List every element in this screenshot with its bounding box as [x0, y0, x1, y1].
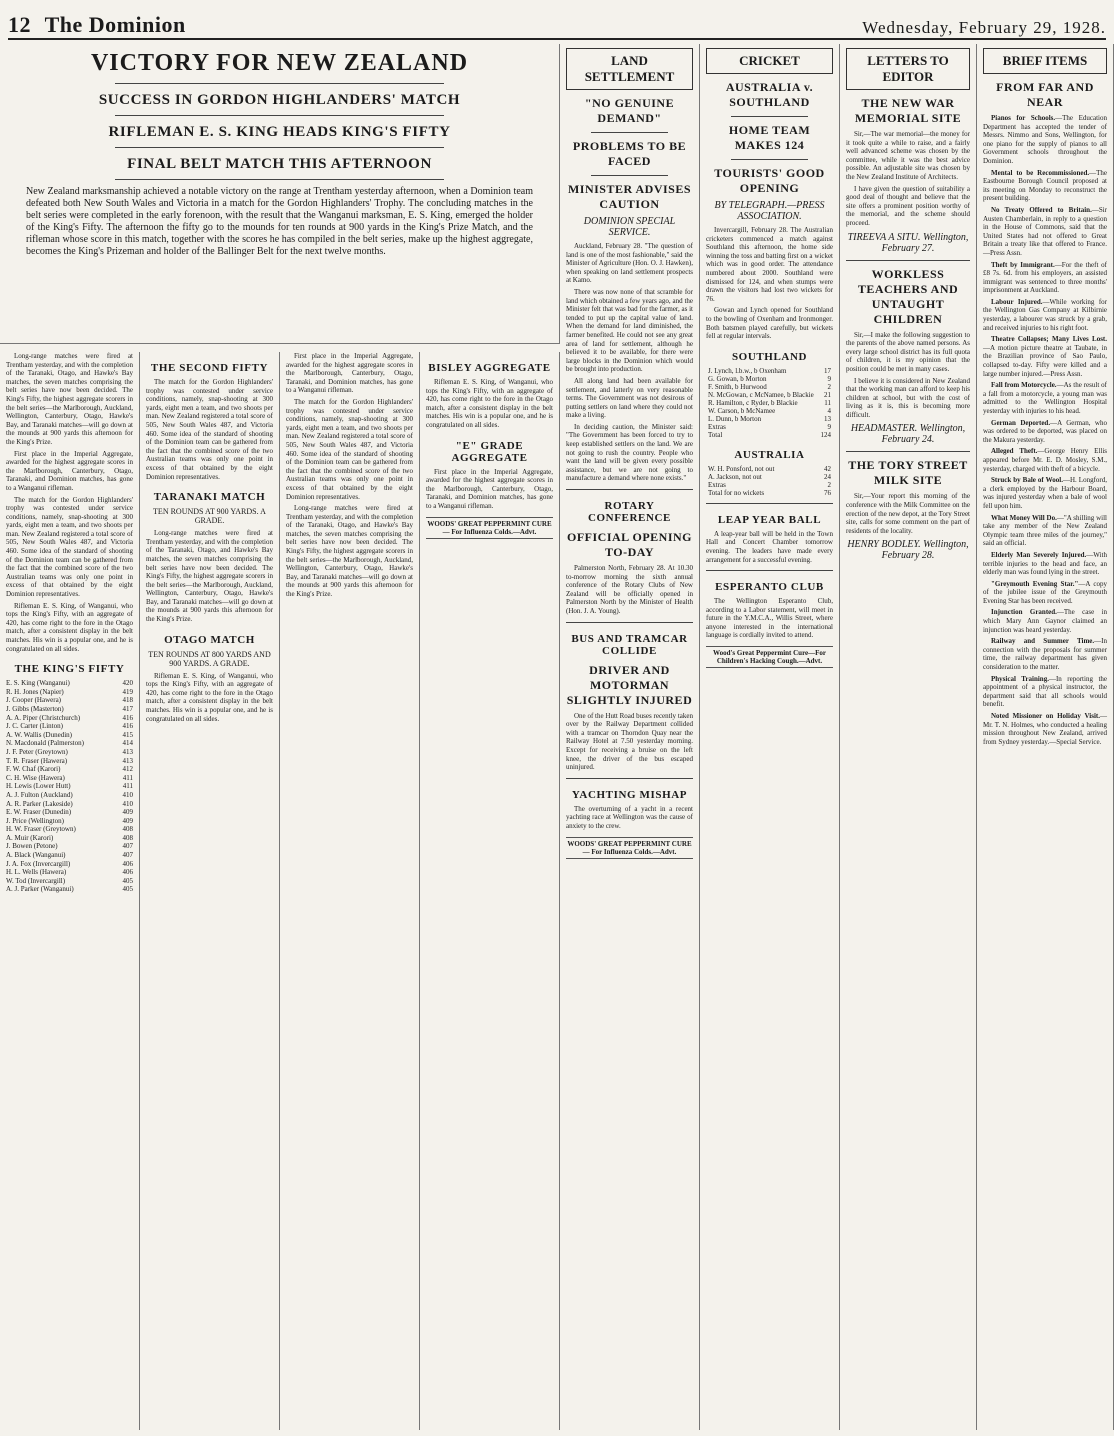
- milk-body: Sir,—Your report this morning of the conference with the Milk Committee on the erection of the new depot, at the Tory Street site, calls for some comment on the part of residents of the locality.: [846, 492, 970, 535]
- teachers-title: WORKLESS TEACHERS AND UNTAUGHT CHILDREN: [857, 266, 959, 326]
- competitor-name: A. J. Fulton (Auckland): [6, 790, 73, 799]
- brief-item: [983, 608, 1107, 634]
- brief-item: [983, 637, 1107, 671]
- brief-item: [983, 261, 1107, 295]
- runs: 11: [824, 398, 831, 407]
- list-item: [6, 774, 133, 783]
- list-item: [6, 722, 133, 731]
- brief-item-heading: Fall from Motorcycle.: [991, 381, 1057, 390]
- competitor-name: A. J. Parker (Wanganui): [6, 885, 74, 894]
- milk-sign: HENRY BODLEY. Wellington, February 28.: [847, 539, 969, 562]
- esperanto-title: ESPERANTO CLUB: [715, 581, 824, 594]
- land-body-3: All along land had been available for settlement, and latterly on very reasonable terms. The Government was not desirous of putting settlers on land where they could not make a living.: [566, 376, 693, 420]
- brief-item-heading: Theft by Immigrant.: [991, 260, 1055, 269]
- table-row: [706, 415, 833, 423]
- competitor-score: 408: [122, 833, 133, 842]
- yacht-body: The overturning of a yacht in a recent yachting race at Wellington was the cause of anxiety to the crew.: [566, 804, 693, 830]
- competitor-name: A. Muir (Karori): [6, 833, 54, 842]
- letters-title: LETTERS TO EDITOR: [846, 48, 970, 90]
- kings-fifty-list: [6, 679, 133, 894]
- lead-deck-2: RIFLEMAN E. S. KING HEADS KING'S FIFTY: [108, 124, 451, 140]
- brief-item-text: —The Education Department has accepted the tender of Messrs. Nimmo and Sons, Wellington, for one piano for the supply of pianos to all Government schools throughout the Dominion.: [983, 114, 1107, 165]
- issue-date: Wednesday, February 29, 1928.: [862, 18, 1106, 37]
- competitor-name: J. A. Fox (Invercargill): [6, 859, 71, 868]
- col5-ad: Wood's Great Peppermint Cure—For Children's Hacking Cough.—Advt.: [706, 646, 833, 668]
- competitor-name: J. Gibbs (Masterton): [6, 704, 64, 713]
- leap-title: LEAP YEAR BALL: [717, 513, 822, 526]
- brief-item-heading: No Treaty Offered to Britain.: [991, 205, 1092, 214]
- brief-item-text: —A German, who was ordered to be deported, was placed on the Makura yesterday.: [983, 418, 1107, 444]
- teachers-body-2: I believe it is considered in New Zealand that the working man can afford to keep his children at school, but with the cost of living as it is, this is becoming more difficult.: [846, 376, 970, 419]
- leap-body: A leap-year ball will be held in the Town Hall and Concert Chamber tomorrow evening. The leaders have made every arrangement for a successful evening.: [706, 529, 833, 564]
- competitor-score: 414: [122, 739, 133, 748]
- list-item: [6, 696, 133, 705]
- brief-item-text: —Mr. T. N. Holmes, who conducted a healing mission throughout New Zealand, arrived from Sydney yesterday.—Special Service.: [983, 712, 1107, 746]
- otago-title: OTAGO MATCH: [164, 633, 255, 646]
- list-item: [6, 679, 133, 688]
- competitor-score: 406: [122, 868, 133, 877]
- southland-scorecard: [706, 367, 833, 439]
- list-item: [6, 705, 133, 714]
- cricket-dateline: BY TELEGRAPH.—PRESS ASSOCIATION.: [714, 200, 825, 222]
- column-2: [140, 352, 280, 1430]
- brief-item-heading: Physical Training.: [991, 674, 1049, 683]
- brief-item-heading: Theatre Collapses; Many Lives Lost.: [991, 335, 1107, 344]
- lead-intro: New Zealand marksmanship achieved a notable victory on the range at Trentham yesterday afternoon, when a Dominion team defeated both New South Wales and Victoria in a match for the Gordon Highlanders' Trophy. The concluding matches in the belt series were completed in the early forenoon, with the result that the Wanganui marksman, E. S. King, emerged the holder of the King's Fifty. The afternoon the fifty go to the mounds for ten rounds at 900 yards in the King's Prize Match, and the rifleman whose score in this match, together with the scores he has compiled in the belt series, make up the highest aggregate, becomes the King's Prizeman and holder of the Ballinger Belt for the next twelve months.: [26, 186, 533, 257]
- competitor-score: 420: [122, 679, 133, 688]
- competitor-score: 413: [122, 756, 133, 765]
- competitor-score: 412: [122, 765, 133, 774]
- brief-item-text: —With terrible injuries to the head and face, an elderly man was found lying in the street.: [983, 550, 1107, 577]
- competitor-name: J. C. Carter (Linton): [6, 722, 63, 731]
- competitor-name: R. H. Jones (Napier): [6, 687, 64, 696]
- rotary-title: ROTARY CONFERENCE: [587, 500, 671, 525]
- lead-body-4: Rifleman E. S. King, of Wanganui, who tops the King's Fifty, with an aggregate of 420, has come right to the fore in the Otago match, after a consistent display in the belt matches. His win is a popular one, and he is congratulated on all sides.: [6, 601, 133, 653]
- runs: 42: [824, 464, 831, 473]
- taranaki-sub: TEN ROUNDS AT 900 YARDS. A GRADE.: [153, 507, 266, 526]
- brief-item-text: —"A shilling will take any member of the New Zealand Olympic team three miles of the journey," said an official.: [983, 513, 1108, 548]
- brief-item: [983, 447, 1107, 473]
- teachers-sign: HEADMASTER. Wellington, February 24.: [850, 423, 966, 446]
- table-row: [706, 431, 833, 439]
- table-row: [706, 465, 833, 473]
- batsman: Extras: [708, 480, 726, 489]
- table-row: [706, 473, 833, 481]
- column-6: [840, 44, 977, 1430]
- brief-item: [983, 551, 1107, 577]
- brief-items-list: [983, 114, 1107, 746]
- competitor-name: A. A. Piper (Christchurch): [6, 713, 81, 722]
- brief-item-text: —The Eastbourne Borough Council proposed at its meeting on Monday to reconstruct the present building.: [983, 168, 1107, 203]
- competitor-score: 409: [122, 808, 133, 817]
- runs: 2: [827, 382, 831, 391]
- competitor-score: 410: [122, 790, 133, 799]
- competitor-name: A. Black (Wanganui): [6, 851, 66, 860]
- lead-body-repeat-6: Long-range matches were fired at Trentham yesterday, and with the completion of the Taranaki, Otago, and Hawke's Bay matches, the seven matches comprising the belt series have now been decided. The King's Fifty, the highest aggregate scorers in the belt series—the Marlborough, Auckland, Wellington, Canterbury, Otago, Hawke's Bay, and Taranaki matches—will go down at the mounds at 900 yards this afternoon for the King's Prize.: [286, 504, 413, 599]
- runs: 13: [824, 414, 831, 423]
- memorial-body-2: I have given the question of suitability a good deal of thought and believe that the site offers a prominent position worthy of the memorial, and the scheme should proceed.: [846, 184, 970, 227]
- masthead: [8, 12, 1106, 40]
- list-item: [6, 868, 133, 877]
- table-row: [706, 367, 833, 375]
- southland-title: SOUTHLAND: [731, 350, 808, 363]
- batsman: Extras: [708, 422, 726, 431]
- column-5: [700, 44, 840, 1430]
- col3-ad: WOODS' GREAT PEPPERMINT CURE— For Influenza Colds.—Advt.: [426, 517, 553, 539]
- batsman: W. Carson, b McNamee: [708, 406, 776, 415]
- milk-title: THE TORY STREET MILK SITE: [848, 458, 968, 488]
- runs: 9: [827, 374, 831, 383]
- second-fifty-title: THE SECOND FIFTY: [150, 362, 269, 374]
- brief-item-heading: Railway and Summer Time.: [991, 637, 1095, 646]
- list-item: [6, 791, 133, 800]
- brief-item-heading: Labour Injured.: [991, 297, 1043, 306]
- cricket-body-2: Gowan and Lynch opened for Southland to the bowling of Oxenham and Ironmonger. Both batsmen played carefully, but wickets fell at regular intervals.: [706, 306, 833, 341]
- land-title: LAND SETTLEMENT: [566, 48, 693, 90]
- lead-body-repeat-5: The match for the Gordon Highlanders' trophy was contested under service conditions, namely, snap-shooting at 300 yards, eight men a team, and two shoots per man. New Zealand registered a total score of 505, New South Wales 487, and Victoria 460. Some idea of the standard of shooting of the Dominion team can be gathered from the fact that the combined score of the two Australian teams was only one point in excess of that obtained by the eight Dominion representatives.: [286, 397, 413, 501]
- competitor-score: 413: [122, 747, 133, 756]
- list-item: [6, 808, 133, 817]
- land-deck-2: PROBLEMS TO BE FACED: [572, 139, 687, 168]
- batsman: A. Jackson, not out: [708, 472, 762, 481]
- brief-item-heading: German Deported.: [991, 418, 1051, 427]
- batsman: J. Lynch, l.b.w., b Oxenham: [708, 366, 787, 375]
- cricket-deck-2: HOME TEAM MAKES 124: [728, 123, 811, 152]
- land-deck-1: "NO GENUINE DEMAND": [584, 96, 675, 125]
- brief-item: [983, 514, 1107, 548]
- runs: 76: [824, 488, 831, 497]
- table-row: [706, 375, 833, 383]
- competitor-score: 406: [122, 859, 133, 868]
- table-row: [706, 391, 833, 399]
- batsman: Total for no wickets: [708, 488, 765, 497]
- teachers-body-1: Sir,—I make the following suggestion to the parents of the above named persons. As every large school district has its full quota of children, it is my opinion that the position could be met in many cases.: [846, 330, 970, 373]
- lead-body-repeat-8: First place in the Imperial Aggregate, awarded for the highest aggregate scores in the Marlborough, Canterbury, Otago, Taranaki, and Dominion matches, has gone to a Wanganui rifleman.: [426, 467, 553, 510]
- cricket-title: CRICKET: [706, 48, 833, 74]
- brief-item-heading: Noted Missioner on Holiday Visit.: [991, 712, 1100, 720]
- lead-body-3: The match for the Gordon Highlanders' trophy was contested under service conditions, namely, snap-shooting at 300 yards, eight men a team, and two shoots per man. New Zealand registered a total score of 505, New South Wales 487, and Victoria 460. Some idea of the standard of shooting of the Dominion team can be gathered from the fact that the combined score of the two Australian teams was only one point in excess of that obtained by the eight Dominion representatives.: [6, 495, 133, 599]
- brief-item: [983, 335, 1107, 378]
- competitor-name: J. Bowen (Petone): [6, 842, 58, 851]
- brief-item-heading: Elderly Man Severely Injured.: [991, 550, 1087, 559]
- masthead-title: [8, 12, 186, 38]
- esperanto-body: The Wellington Esperanto Club, according to a Labor statement, will meet in future in the Y.M.C.A., Willis Street, where anyone interested in the international language is cordially invited to attend.: [706, 597, 833, 640]
- brief-item-heading: Pianos for Schools.: [991, 114, 1056, 122]
- column-4: [560, 44, 700, 1430]
- lead-body-repeat-3: Rifleman E. S. King, of Wanganui, who tops the King's Fifty, with an aggregate of 420, has come right to the fore in the Otago match, after a consistent display in the belt matches. His win is a popular one, and he is congratulated on all sides.: [146, 671, 273, 723]
- lead-body-repeat-4: First place in the Imperial Aggregate, awarded for the highest aggregate scores in the Marlborough, Canterbury, Otago, Taranaki, and Dominion matches, has gone to a Wanganui rifleman.: [286, 352, 413, 395]
- brief-sub: FROM FAR AND NEAR: [996, 80, 1094, 109]
- table-row: [706, 407, 833, 415]
- competitor-score: 407: [122, 851, 133, 860]
- competitor-score: 405: [122, 876, 133, 885]
- list-item: [6, 825, 133, 834]
- competitor-name: N. Macdonald (Palmerston): [6, 739, 84, 748]
- runs: 21: [824, 390, 831, 399]
- brief-item-text: —In reporting the appointment of a physical instructor, the department said that all schools would benefit.: [983, 674, 1107, 709]
- brief-title: BRIEF ITEMS: [983, 48, 1107, 74]
- runs: 124: [820, 430, 831, 439]
- table-row: [706, 423, 833, 431]
- competitor-score: 405: [122, 885, 133, 894]
- brief-item-text: —The case in which Mary Ann Gaynor claimed an injunction was heard yesterday.: [983, 608, 1107, 634]
- competitor-name: H. W. Fraser (Greytown): [6, 825, 76, 834]
- list-item: [6, 782, 133, 791]
- column-2b: [280, 352, 420, 1430]
- competitor-score: 411: [122, 773, 133, 782]
- batsman: L. Dunn, b Morton: [708, 414, 762, 423]
- lead-body-2: First place in the Imperial Aggregate, awarded for the highest aggregate scores in the Marlborough, Canterbury, Otago, Taranaki, and Dominion matches, has gone to a Wanganui rifleman.: [6, 449, 133, 492]
- list-item: [6, 739, 133, 748]
- list-item: [6, 748, 133, 757]
- runs: 2: [827, 480, 831, 489]
- batsman: F. Smith, b Hurwood: [708, 382, 767, 391]
- brief-item-text: —In connection with the proposals for summer time, the railway department has given consideration to the matter.: [983, 637, 1107, 672]
- list-item: [6, 851, 133, 860]
- taranaki-title: TARANAKI MATCH: [153, 491, 266, 504]
- list-item: [6, 731, 133, 740]
- yacht-title: YACHTING MISHAP: [571, 788, 688, 801]
- brief-item: [983, 114, 1107, 166]
- paper-name: The Dominion: [44, 12, 186, 37]
- brief-item-heading: What Money Will Do.: [991, 513, 1057, 522]
- batsman: R. Hamilton, c Ryder, b Blackie: [708, 398, 798, 407]
- list-item: [6, 834, 133, 843]
- list-item: [6, 842, 133, 851]
- list-item: [6, 714, 133, 723]
- lead-deck-3: FINAL BELT MATCH THIS AFTERNOON: [127, 156, 432, 172]
- col4-ad: WOODS' GREAT PEPPERMINT CURE— For Influenza Colds.—Advt.: [566, 837, 693, 859]
- memorial-body-1: Sir,—The war memorial—the money for it took quite a while to raise, and a fairly well advanced scheme was chosen by the committee, while it was the best advice possible. An adjustable site was chosen by the New Zealand Institute of Architects.: [846, 130, 970, 181]
- bisley-title: BISLEY AGGREGATE: [428, 362, 551, 374]
- bus-title: BUS AND TRAMCAR COLLIDE: [571, 632, 688, 657]
- otago-sub: TEN ROUNDS AT 800 YARDS AND 900 YARDS. A GRADE.: [148, 649, 271, 668]
- land-body-2: There was now none of that scramble for land which obtained a few years ago, and the Minister felt that was bad for the farmer, as it tended to put up the capital value of land. When the demand for land diminished, the farmer benefited. He could not see any great area of land for settlement, although he believed it to be available, for there were large blocks in the Dominion which would be brought into production.: [566, 287, 693, 374]
- competitor-score: 408: [122, 825, 133, 834]
- column-3-lower: [420, 352, 560, 1430]
- lead-body-repeat-2: Long-range matches were fired at Trentham yesterday, and with the completion of the Taranaki, Otago, and Hawke's Bay matches, the seven matches comprising the belt series have now been decided. The King's Fifty, the highest aggregate scorers in the belt series—the Marlborough, Auckland, Wellington, Canterbury, Otago, Hawke's Bay, and Taranaki matches—will go down at the mounds at 900 yards this afternoon for the King's Prize.: [146, 529, 273, 624]
- competitor-score: 411: [122, 782, 133, 791]
- australia-title: AUSTRALIA: [734, 448, 805, 461]
- competitor-name: J. Cooper (Hawera): [6, 696, 62, 705]
- brief-item: [983, 206, 1107, 258]
- brief-item: [983, 419, 1107, 445]
- competitor-name: H. L. Wells (Hawera): [6, 868, 67, 877]
- brief-item-heading: Alleged Theft.: [991, 447, 1038, 456]
- brief-item-heading: Injunction Granted.: [991, 608, 1057, 617]
- rotary-body: Palmerston North, February 28. At 10.30 to-morrow morning the sixth annual conference of the Rotary Clubs of New Zealand will be officially opened in Palmerston North by the Minister of Health (Hon. J. A. Young).: [566, 564, 693, 615]
- brief-item-text: —A copy of the jubilee issue of the Greymouth Evening Star has been received.: [983, 579, 1108, 605]
- competitor-name: J. F. Peter (Greytown): [6, 747, 68, 756]
- runs: 24: [824, 472, 831, 481]
- competitor-score: 410: [122, 799, 133, 808]
- brief-item-text: —H. Longford, a clerk employed by the Harbour Board, was injured yesterday when a bale of wool fell upon him.: [983, 476, 1107, 510]
- list-item: [6, 757, 133, 766]
- list-item: [6, 765, 133, 774]
- brief-item: [983, 169, 1107, 203]
- memorial-title: THE NEW WAR MEMORIAL SITE: [854, 96, 962, 125]
- rotary-deck: OFFICIAL OPENING TO-DAY: [566, 530, 692, 560]
- lead-body-1: Long-range matches were fired at Trentham yesterday, and with the completion of the Taranaki, Otago, and Hawke's Bay matches, the seven matches comprising the belt series have now been decided. The King's Fifty, the highest aggregate scorers in the belt series—the Marlborough, Auckland, Wellington, Canterbury, Otago, Hawke's Bay, and Taranaki matches—will go down at the mounds at 900 yards this afternoon for the King's Prize.: [6, 352, 133, 446]
- competitor-score: 417: [122, 704, 133, 713]
- brief-item: [983, 675, 1107, 709]
- brief-item: [983, 298, 1107, 332]
- list-item: [6, 860, 133, 869]
- brief-item-heading: Mental to be Recommissioned.: [991, 168, 1090, 177]
- brief-item-text: —For the theft of £8 7s. 6d. from his employers, an assisted immigrant was sentenced to three months' imprisonment at Auckland.: [983, 260, 1108, 295]
- table-row: [706, 481, 833, 489]
- competitor-name: A. W. Wallis (Dunedin): [6, 730, 72, 739]
- list-item: [6, 688, 133, 697]
- batsman: W. H. Ponsford, not out: [708, 464, 775, 473]
- e-grade-title: "E" GRADE AGGREGATE: [451, 439, 528, 464]
- bus-body: One of the Hutt Road buses recently taken over by the Railway Department collided with a tramcar on Thorndon Quay near the Railway Hotel at 7.50 yesterday morning. Except for receiving a bruise on the left knee, the driver of the bus escaped uninjured.: [566, 711, 693, 772]
- memorial-sign: TIREEVA A SITU. Wellington, February 27.: [847, 231, 969, 254]
- lead-body-repeat-1: The match for the Gordon Highlanders' trophy was contested under service conditions, namely, snap-shooting at 300 yards, eight men a team, and two shoots per man. New Zealand registered a total score of 505, New South Wales 487, and Victoria 460. Some idea of the standard of shooting of the Dominion team can be gathered from the fact that the combined score of the two Australian teams was only one point in excess of that obtained by the eight Dominion representatives.: [146, 378, 273, 481]
- table-row: [706, 383, 833, 391]
- competitor-score: 418: [122, 696, 133, 705]
- brief-item-text: —George Henry Ellis appeared before Mr. E. D. Mosley, S.M., yesterday, charged with theft of a bicycle.: [983, 447, 1107, 473]
- lead-headline: VICTORY FOR NEW ZEALAND: [90, 50, 469, 76]
- brief-item-text: —As the result of a fall from a motorcycle, a young man was admitted to the Wellington Hospital yesterday with injuries to his head.: [983, 381, 1107, 415]
- cricket-deck-1: AUSTRALIA v. SOUTHLAND: [725, 80, 814, 109]
- cricket-body-1: Invercargill, February 28. The Australian cricketers commenced a match against Southland this afternoon, the home side winning the toss and batting first on a wicket which was in good order. The attendance numbered about 2000. Southland were dismissed for 124, and when stumps were drawn the visitors had lost two wickets for 76.: [706, 226, 833, 303]
- brief-item-text: —While working for the Wellington Gas Company at Kilbirnie yesterday, a labourer was struck by a grab, and received injuries to his right foot.: [983, 297, 1107, 332]
- page-number: 12: [8, 12, 31, 37]
- competitor-name: T. R. Fraser (Hawera): [6, 756, 68, 765]
- kings-fifty-title: THE KING'S FIFTY: [14, 663, 125, 676]
- lead-deck-1: SUCCESS IN GORDON HIGHLANDERS' MATCH: [98, 92, 461, 108]
- runs: 4: [827, 406, 831, 415]
- list-item: [6, 800, 133, 809]
- brief-item-heading: Struck by Bale of Wool.: [991, 476, 1063, 485]
- brief-item: [983, 476, 1107, 510]
- competitor-score: 415: [122, 730, 133, 739]
- bus-deck: DRIVER AND MOTORMAN SLIGHTLY INJURED: [566, 662, 693, 707]
- cricket-deck-3: TOURISTS' GOOD OPENING: [714, 166, 825, 195]
- land-body-1: Auckland, February 28. "The question of land is one of the most fashionable," said the Minister of Agriculture (Hon. O. J. Hawken), when speaking on land settlement prospects at Kamo.: [566, 242, 693, 285]
- competitor-name: A. R. Parker (Lakeside): [6, 799, 73, 808]
- list-item: [6, 877, 133, 886]
- list-item: [6, 817, 133, 826]
- brief-item: [983, 580, 1107, 606]
- competitor-name: E. S. King (Wanganui): [6, 679, 70, 688]
- land-deck-3: MINISTER ADVISES CAUTION: [567, 182, 692, 211]
- batsman: G. Gowan, b Morton: [708, 374, 767, 383]
- competitor-name: E. W. Fraser (Dunedin): [6, 808, 72, 817]
- competitor-score: 407: [122, 842, 133, 851]
- brief-item-heading: "Greymouth Evening Star.": [991, 579, 1079, 588]
- competitor-score: 409: [122, 816, 133, 825]
- list-item: [6, 885, 133, 894]
- brief-item-text: —Sir Austen Chamberlain, in reply to a question in the House of Commons, said that the United States had not offered to Great Britain a treaty like that offered to France.—Press Assn.: [983, 205, 1107, 257]
- competitor-name: H. Lewis (Lower Hutt): [6, 782, 71, 791]
- competitor-name: J. Price (Wellington): [6, 816, 64, 825]
- land-body-4: In deciding caution, the Minister said: "The Government has been forced to try to keep established settlers on the land. We are not going to rush the country. People who want the land will be given every possible assistance, but we are not going to manufacture a demand where none exists.": [566, 422, 693, 483]
- competitor-name: F. W. Chaf (Karori): [6, 765, 61, 774]
- lead-story-header: [0, 44, 560, 344]
- table-row: [706, 399, 833, 407]
- competitor-name: C. H. Wise (Hawera): [6, 773, 65, 782]
- brief-item: [983, 381, 1107, 415]
- australia-scorecard: [706, 465, 833, 497]
- batsman: N. McGowan, c McNamee, b Blackie: [708, 390, 814, 399]
- runs: 9: [827, 422, 831, 431]
- lead-body-repeat-7: Rifleman E. S. King, of Wanganui, who tops the King's Fifty, with an aggregate of 420, has come right to the fore in the Otago match, after a consistent display in the belt matches. His win is a popular one, and he is congratulated on all sides.: [426, 378, 553, 429]
- land-dateline: DOMINION SPECIAL SERVICE.: [583, 216, 676, 238]
- brief-item-text: —A motion picture theatre at Taubate, in the Brazilian province of Sao Paulo, collapsed to-day. Fifty were killed and a large number injured.—Press Assn.: [983, 343, 1107, 378]
- column-7: [977, 44, 1114, 1430]
- competitor-score: 416: [122, 713, 133, 722]
- runs: 17: [824, 366, 831, 375]
- competitor-score: 416: [122, 722, 133, 731]
- table-row: [706, 489, 833, 497]
- batsman: Total: [708, 430, 723, 439]
- brief-item: [983, 712, 1107, 746]
- column-1: [0, 352, 140, 1430]
- competitor-score: 419: [122, 687, 133, 696]
- competitor-name: W. Tod (Invercargill): [6, 876, 66, 885]
